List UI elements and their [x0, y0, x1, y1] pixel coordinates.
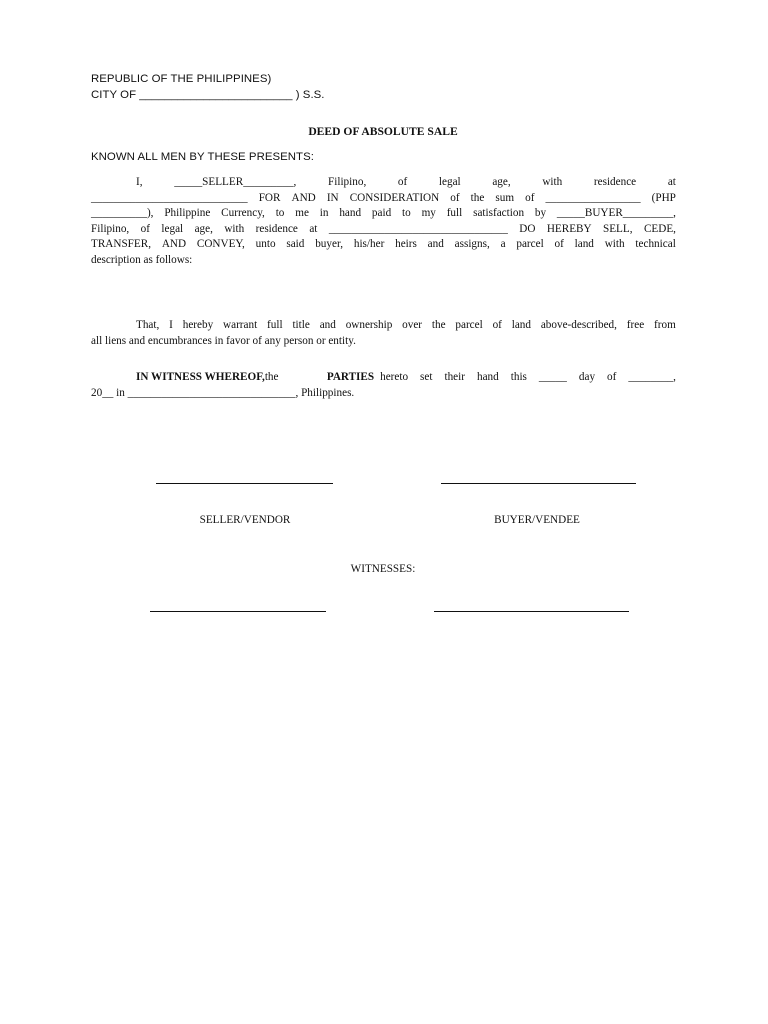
word: Philippine: [164, 207, 211, 220]
word: of: [450, 191, 460, 204]
witness-paragraph-rest: [380, 370, 676, 386]
sale-paragraph-line-2: [91, 191, 676, 207]
word: land: [511, 319, 531, 331]
word: their: [444, 371, 465, 383]
word: Currency,: [221, 207, 265, 220]
buyer-vendee-label: BUYER/VENDEE: [494, 514, 580, 526]
word: residence: [255, 222, 298, 235]
buyer-signature-line: [441, 483, 636, 484]
word: the: [470, 191, 485, 204]
word: by: [534, 207, 547, 220]
word: (PHP: [651, 191, 676, 204]
word: ________,: [628, 371, 676, 383]
word: to: [402, 207, 411, 220]
word: title: [292, 319, 310, 331]
witnesses-label: WITNESSES:: [350, 563, 416, 575]
word: parcel: [516, 238, 544, 251]
word: heirs: [395, 238, 417, 251]
sale-paragraph-line-6: description as follows:: [91, 253, 193, 266]
word: of: [492, 319, 502, 331]
word: ____________________________: [91, 191, 248, 204]
word: of: [607, 371, 617, 383]
word: over: [402, 319, 423, 331]
word: land: [574, 238, 594, 251]
word: unto: [255, 238, 276, 251]
word: _____BUYER_________,: [556, 207, 676, 220]
word: _____SELLER_________,: [174, 176, 297, 188]
sale-paragraph-line-1: [91, 175, 676, 191]
warranty-paragraph: [91, 318, 676, 349]
word: _____: [538, 371, 567, 383]
word: age,: [194, 222, 213, 235]
word: with: [542, 176, 563, 188]
word: me: [295, 207, 309, 220]
word: residence: [593, 176, 637, 188]
word: sum: [495, 191, 515, 204]
venue-header-city: CITY OF ________________________ ) S.S.: [91, 88, 325, 101]
word: and: [427, 238, 444, 251]
word: AND: [161, 238, 187, 251]
word: DO: [519, 222, 536, 235]
word: technical: [635, 238, 676, 251]
parties-word: PARTIES: [326, 371, 375, 383]
witness-paragraph: [91, 370, 676, 401]
known-all-men-heading: KNOWN ALL MEN BY THESE PRESENTS:: [91, 151, 314, 163]
witness-paragraph-line-1: [91, 370, 676, 386]
word: AND: [291, 191, 316, 204]
word: hand: [339, 207, 362, 220]
word: a: [500, 238, 506, 251]
sale-paragraph-line-3: [91, 206, 676, 222]
word: IN: [326, 191, 339, 204]
word: buyer,: [315, 238, 344, 251]
in-witness-whereof: IN WITNESS WHEREOF,: [136, 371, 265, 383]
word: paid: [371, 207, 392, 220]
word: of: [140, 222, 150, 235]
word: to: [275, 207, 285, 220]
word: warrant: [223, 319, 258, 331]
venue-header: [91, 72, 411, 103]
word: legal: [161, 222, 184, 235]
word: at: [309, 222, 318, 235]
word: I,: [136, 176, 143, 188]
warranty-paragraph-line-1: [91, 318, 676, 334]
sale-paragraph-line-4: [91, 222, 676, 238]
word: Filipino,: [328, 176, 367, 188]
word: FOR: [258, 191, 281, 204]
word: hereto: [380, 371, 409, 383]
word: above-described,: [540, 319, 617, 331]
word: this: [510, 371, 527, 383]
word: _________________: [545, 191, 641, 204]
word: my: [421, 207, 436, 220]
word: of: [554, 238, 564, 251]
word: __________),: [91, 207, 154, 220]
word: CONSIDERATION: [349, 191, 440, 204]
witness-paragraph-line-2: 20__ in ______________________________, Philippines.: [91, 386, 355, 399]
word: ownership: [345, 319, 393, 331]
word: said: [286, 238, 305, 251]
word: age,: [492, 176, 511, 188]
word: SELL,: [603, 222, 633, 235]
word: at: [667, 176, 676, 188]
word: day: [578, 371, 596, 383]
word: TRANSFER,: [91, 238, 151, 251]
witness-1-signature-line: [150, 611, 326, 612]
word: free: [626, 319, 645, 331]
venue-header-country: REPUBLIC OF THE PHILIPPINES): [91, 73, 272, 85]
word: full: [446, 207, 463, 220]
seller-signature-line: [156, 483, 333, 484]
word: with: [604, 238, 625, 251]
word: of: [397, 176, 408, 188]
warranty-paragraph-line-2: all liens and encumbrances in favor of any person or entity.: [91, 334, 356, 347]
the-parties: [265, 370, 327, 386]
document-title: DEED OF ABSOLUTE SALE: [308, 125, 458, 138]
word: of: [525, 191, 535, 204]
sale-paragraph: [91, 175, 676, 269]
word: ________________________________: [328, 222, 508, 235]
word: in: [319, 207, 329, 220]
sale-paragraph-line-5: [91, 237, 676, 253]
word: satisfaction: [473, 207, 525, 220]
word: his/her: [353, 238, 385, 251]
word: That,: [136, 319, 160, 331]
word: assigns,: [454, 238, 490, 251]
word: HEREBY: [546, 222, 592, 235]
word: Filipino,: [91, 222, 130, 235]
word: the: [431, 319, 446, 331]
seller-vendor-label: SELLER/VENDOR: [199, 514, 291, 526]
word: hand: [477, 371, 499, 383]
word: legal: [438, 176, 461, 188]
witness-2-signature-line: [434, 611, 629, 612]
word: parcel: [455, 319, 483, 331]
word: from: [654, 319, 676, 331]
word: with: [224, 222, 245, 235]
word: I: [169, 319, 173, 331]
word: full: [267, 319, 283, 331]
word: set: [420, 371, 433, 383]
word: CEDE,: [643, 222, 676, 235]
word: hereby: [182, 319, 214, 331]
word: and: [319, 319, 336, 331]
the-word: the: [264, 371, 279, 383]
word: CONVEY,: [196, 238, 245, 251]
